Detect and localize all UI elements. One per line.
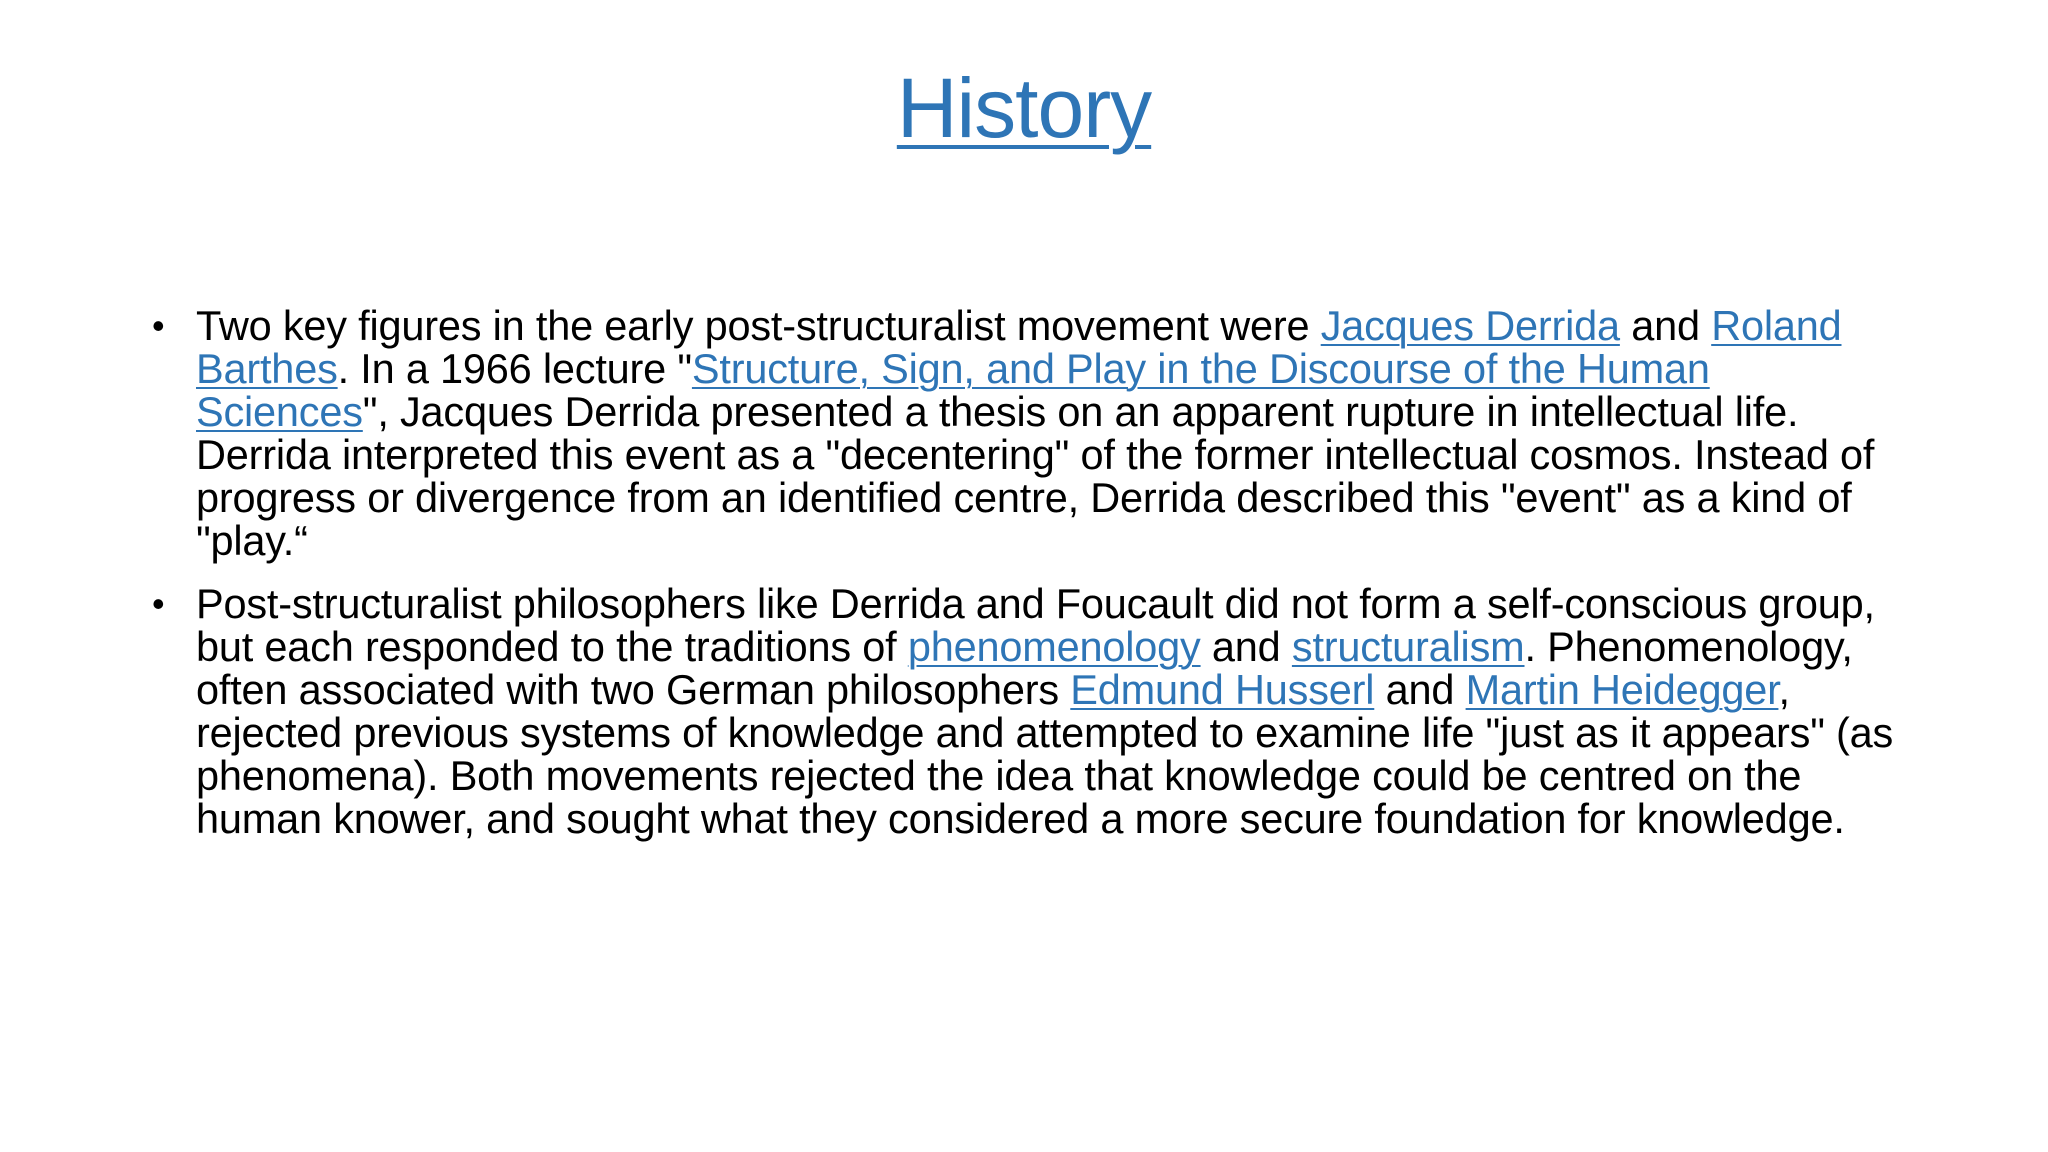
- bullet-item-2: [152, 582, 1912, 840]
- bullet1-text-4: ", Jacques Derrida presented a thesis on an apparent rupture in intellectual life. Derrida interpreted this event as a "decentering" of the former intellectual cosmos. Instead of progress or divergence from an identified centre, Derrida described this "event" as a kind of "play.“: [196, 388, 1875, 564]
- link-structure-sign-play[interactable]: Structure, Sign, and Play in the Discourse of the Human Sciences: [196, 345, 1710, 435]
- link-jacques-derrida[interactable]: Jacques Derrida: [1320, 302, 1620, 349]
- bullet2-text-2: and: [1200, 623, 1292, 670]
- title-container: [0, 58, 2048, 159]
- bullet2-text-1: Post-structuralist philosophers like Derrida and Foucault did not form a self-conscious group, but each responded to the traditions of: [196, 580, 1875, 670]
- bullet-icon: •: [152, 305, 165, 346]
- bullet-item-1: [152, 304, 1912, 562]
- bullet-icon: •: [152, 583, 165, 624]
- link-structuralism[interactable]: structuralism: [1291, 623, 1525, 670]
- link-roland-barthes[interactable]: Roland Barthes: [196, 302, 1842, 392]
- bullet1-text-2: and: [1619, 302, 1712, 349]
- link-phenomenology[interactable]: phenomenology: [907, 623, 1201, 670]
- bullet2-text-5: , rejected previous systems of knowledge and attempted to examine life "just as it appears" (as phenomena). Both movements rejected the idea that knowledge could be centred on the human knower, and sought what they considered a more secure foundation for knowledge.: [196, 666, 1894, 842]
- link-edmund-husserl[interactable]: Edmund Husserl: [1070, 666, 1375, 713]
- bullet1-text-3: . In a 1966 lecture ": [337, 345, 692, 392]
- bullet2-text-3: . Phenomenology, often associated with two German philosophers: [196, 623, 1853, 713]
- bullet2-text-4: and: [1374, 666, 1466, 713]
- link-martin-heidegger[interactable]: Martin Heidegger: [1465, 666, 1779, 713]
- slide-title-link[interactable]: History: [896, 61, 1152, 155]
- bullet-list: [152, 304, 1912, 860]
- bullet1-text-1: Two key figures in the early post-structuralist movement were: [196, 302, 1321, 349]
